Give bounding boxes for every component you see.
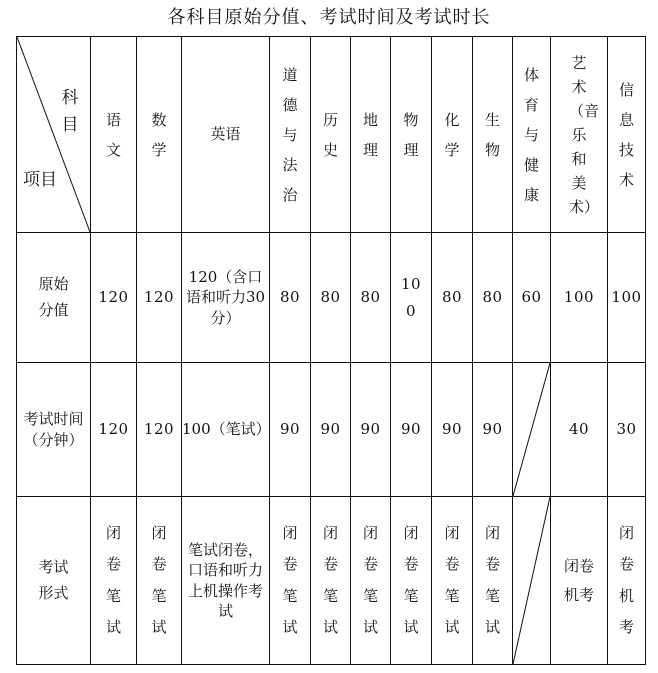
duration-art: 40 bbox=[551, 363, 608, 497]
format-english: 笔试闭卷，口语和听力上机操作考试 bbox=[182, 497, 270, 665]
format-row-label: 考试形式 bbox=[38, 558, 69, 602]
score-biology: 80 bbox=[473, 233, 513, 363]
header-morality bbox=[270, 37, 311, 233]
header-row bbox=[17, 37, 646, 233]
format-biology: 闭卷笔试 bbox=[484, 523, 500, 636]
header-art bbox=[551, 37, 608, 233]
format-it: 闭卷机考 bbox=[618, 523, 634, 636]
header-biology bbox=[473, 37, 513, 233]
format-math-cell bbox=[137, 497, 182, 665]
duration-geography: 90 bbox=[351, 363, 391, 497]
duration-biology: 90 bbox=[473, 363, 513, 497]
format-art-cell bbox=[551, 497, 608, 665]
duration-english: 100（笔试） bbox=[182, 363, 270, 497]
score-geography: 80 bbox=[351, 233, 391, 363]
score-math: 120 bbox=[137, 233, 182, 363]
header-it-label: 信息技术 bbox=[618, 80, 634, 189]
header-math-label: 数学 bbox=[151, 110, 167, 159]
corner-item-label: 项目 bbox=[23, 170, 57, 191]
header-art-label: 艺术（音乐和美术） bbox=[569, 53, 600, 216]
score-morality: 80 bbox=[270, 233, 311, 363]
format-chemistry: 闭卷笔试 bbox=[444, 523, 460, 636]
score-row-label: 原始分值 bbox=[38, 275, 69, 319]
score-chemistry: 80 bbox=[432, 233, 473, 363]
format-chemistry-cell bbox=[432, 497, 473, 665]
duration-row bbox=[17, 363, 646, 497]
header-history bbox=[311, 37, 351, 233]
header-english-label: 英语 bbox=[210, 125, 241, 144]
score-physics-cell bbox=[391, 233, 432, 363]
format-art: 闭卷机考 bbox=[563, 557, 594, 604]
format-morality: 闭卷笔试 bbox=[282, 523, 298, 636]
format-row-label-cell bbox=[17, 497, 91, 665]
format-it-cell bbox=[608, 497, 646, 665]
header-english bbox=[182, 37, 270, 233]
header-chinese-label: 语文 bbox=[105, 110, 121, 159]
score-pe: 60 bbox=[513, 233, 551, 363]
format-row bbox=[17, 497, 646, 665]
format-chinese: 闭卷笔试 bbox=[105, 523, 121, 636]
header-it bbox=[608, 37, 646, 233]
header-chemistry-label: 化学 bbox=[444, 110, 460, 159]
format-geography: 闭卷笔试 bbox=[362, 523, 378, 636]
diagonal-slash bbox=[513, 363, 550, 496]
duration-math: 120 bbox=[137, 363, 182, 497]
header-geography-label: 地理 bbox=[362, 110, 378, 159]
score-chinese: 120 bbox=[91, 233, 137, 363]
header-physics-label: 物理 bbox=[403, 110, 419, 159]
duration-pe-empty bbox=[513, 363, 551, 497]
header-chinese bbox=[91, 37, 137, 233]
header-pe-label: 体育与健康 bbox=[523, 65, 539, 204]
format-morality-cell bbox=[270, 497, 311, 665]
duration-chemistry: 90 bbox=[432, 363, 473, 497]
duration-chinese: 120 bbox=[91, 363, 137, 497]
score-history: 80 bbox=[311, 233, 351, 363]
format-math: 闭卷笔试 bbox=[151, 523, 167, 636]
score-english: 120（含口语和听力30分） bbox=[182, 233, 270, 363]
header-history-label: 历史 bbox=[322, 110, 338, 159]
score-row-label-cell bbox=[17, 233, 91, 363]
duration-row-label: 考试时间（分钟） bbox=[17, 363, 91, 497]
format-physics-cell bbox=[391, 497, 432, 665]
header-biology-label: 生物 bbox=[484, 110, 500, 159]
header-physics bbox=[391, 37, 432, 233]
header-math bbox=[137, 37, 182, 233]
score-row bbox=[17, 233, 646, 363]
exam-info-table bbox=[16, 36, 646, 665]
format-history-cell bbox=[311, 497, 351, 665]
corner-header-cell bbox=[17, 37, 91, 233]
header-chemistry bbox=[432, 37, 473, 233]
score-it: 100 bbox=[608, 233, 646, 363]
duration-it: 30 bbox=[608, 363, 646, 497]
score-physics: 100 bbox=[400, 274, 422, 320]
duration-morality: 90 bbox=[270, 363, 311, 497]
duration-physics: 90 bbox=[391, 363, 432, 497]
format-history: 闭卷笔试 bbox=[322, 523, 338, 636]
diagonal-slash bbox=[513, 497, 550, 664]
corner-subject-label: 科目 bbox=[61, 88, 79, 136]
format-geography-cell bbox=[351, 497, 391, 665]
format-biology-cell bbox=[473, 497, 513, 665]
score-art: 100 bbox=[551, 233, 608, 363]
header-pe bbox=[513, 37, 551, 233]
page-title: 各科目原始分值、考试时间及考试时长 bbox=[167, 7, 491, 28]
format-physics: 闭卷笔试 bbox=[403, 523, 419, 636]
format-pe-empty bbox=[513, 497, 551, 665]
duration-history: 90 bbox=[311, 363, 351, 497]
header-geography bbox=[351, 37, 391, 233]
format-chinese-cell bbox=[91, 497, 137, 665]
header-morality-label: 道德与法治 bbox=[282, 65, 298, 204]
